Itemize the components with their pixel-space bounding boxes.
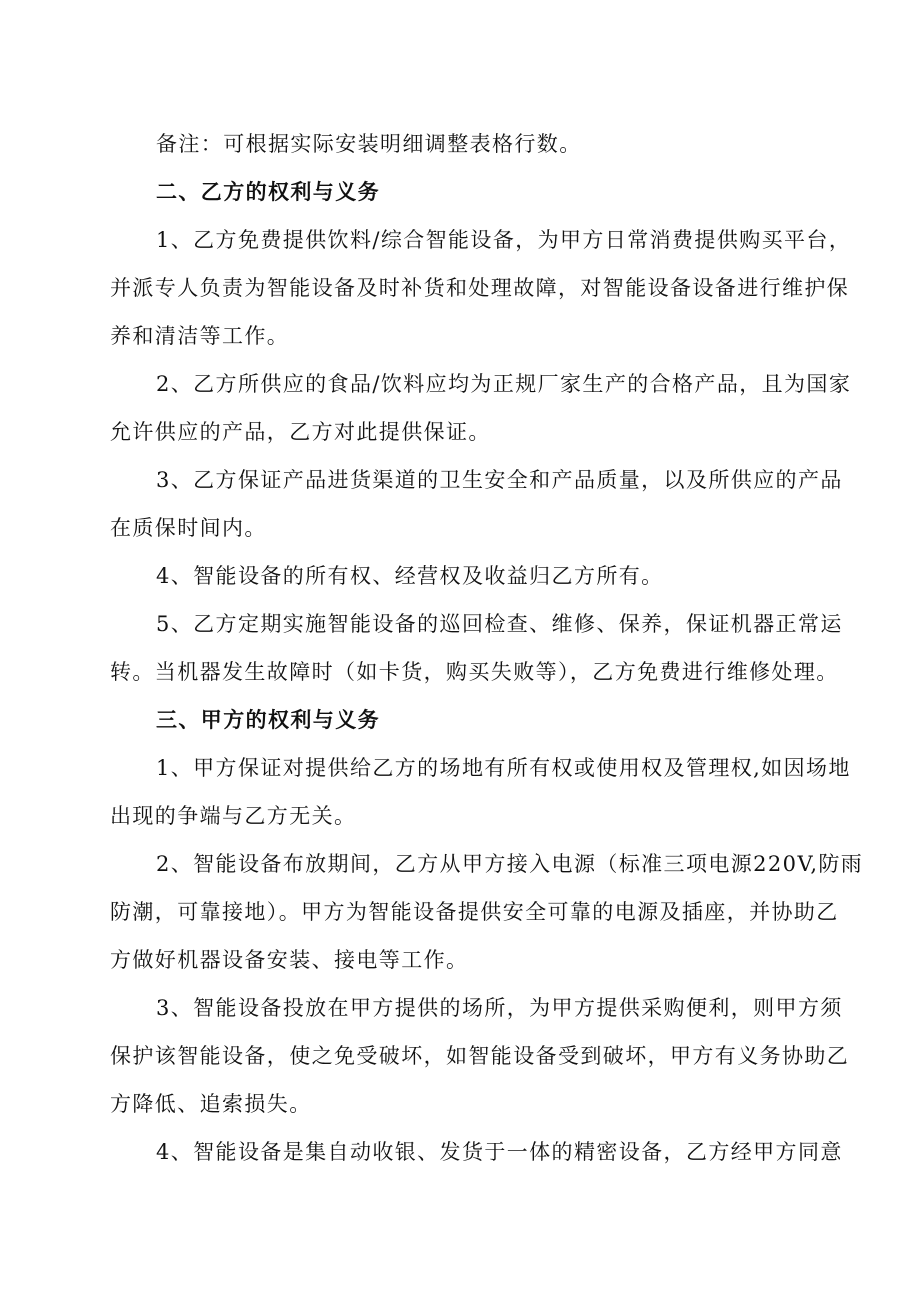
- text-line: 2、智能设备布放期间，乙方从甲方接入电源（标准三项电源220V,防雨: [156, 852, 864, 876]
- text-line: 2、乙方所供应的食品/饮料应均为正规厂家生产的合格产品，且为国家: [156, 372, 852, 396]
- text-line: 防潮，可靠接地）。甲方为智能设备提供安全可靠的电源及插座，并协助乙: [110, 900, 839, 924]
- text-line: 1、乙方免费提供饮料/综合智能设备，为甲方日常消费提供购买平台，: [156, 228, 852, 252]
- text-line: 出现的争端与乙方无关。: [110, 804, 357, 828]
- text-line: 4、智能设备是集自动收银、发货于一体的精密设备，乙方经甲方同意: [156, 1140, 843, 1164]
- text-line: 保护该智能设备，使之免受破坏，如智能设备受到破坏，甲方有义务协助乙: [110, 1044, 850, 1068]
- text-line: 允许供应的产品，乙方对此提供保证。: [110, 420, 491, 444]
- text-line: 5、乙方定期实施智能设备的巡回检查、维修、保养，保证机器正常运: [156, 612, 843, 636]
- note-line: 备注：可根据实际安装明细调整表格行数。: [156, 132, 582, 156]
- document-body: [110, 120, 885, 1176]
- text-line: 养和清洁等工作。: [110, 324, 290, 348]
- text-line: 方降低、追索损失。: [110, 1092, 312, 1116]
- section-heading-party-b: 二、乙方的权利与义务: [156, 179, 380, 204]
- section-heading-party-a: 三、甲方的权利与义务: [156, 707, 380, 732]
- text-line: 3、智能设备投放在甲方提供的场所，为甲方提供采购便利，则甲方须: [156, 996, 843, 1020]
- text-line: 并派专人负责为智能设备及时补货和处理故障，对智能设备设备进行维护保: [110, 276, 850, 300]
- text-line: 转。当机器发生故障时（如卡货，购买失败等），乙方免费进行维修处理。: [110, 660, 839, 684]
- text-line: 在质保时间内。: [110, 516, 267, 540]
- text-line: 方做好机器设备安装、接电等工作。: [110, 948, 469, 972]
- text-line: 3、乙方保证产品进货渠道的卫生安全和产品质量，以及所供应的产品: [156, 468, 843, 492]
- text-line: 1、甲方保证对提供给乙方的场地有所有权或使用权及管理权,如因场地: [156, 756, 851, 780]
- text-line: 4、智能设备的所有权、经营权及收益归乙方所有。: [156, 564, 664, 588]
